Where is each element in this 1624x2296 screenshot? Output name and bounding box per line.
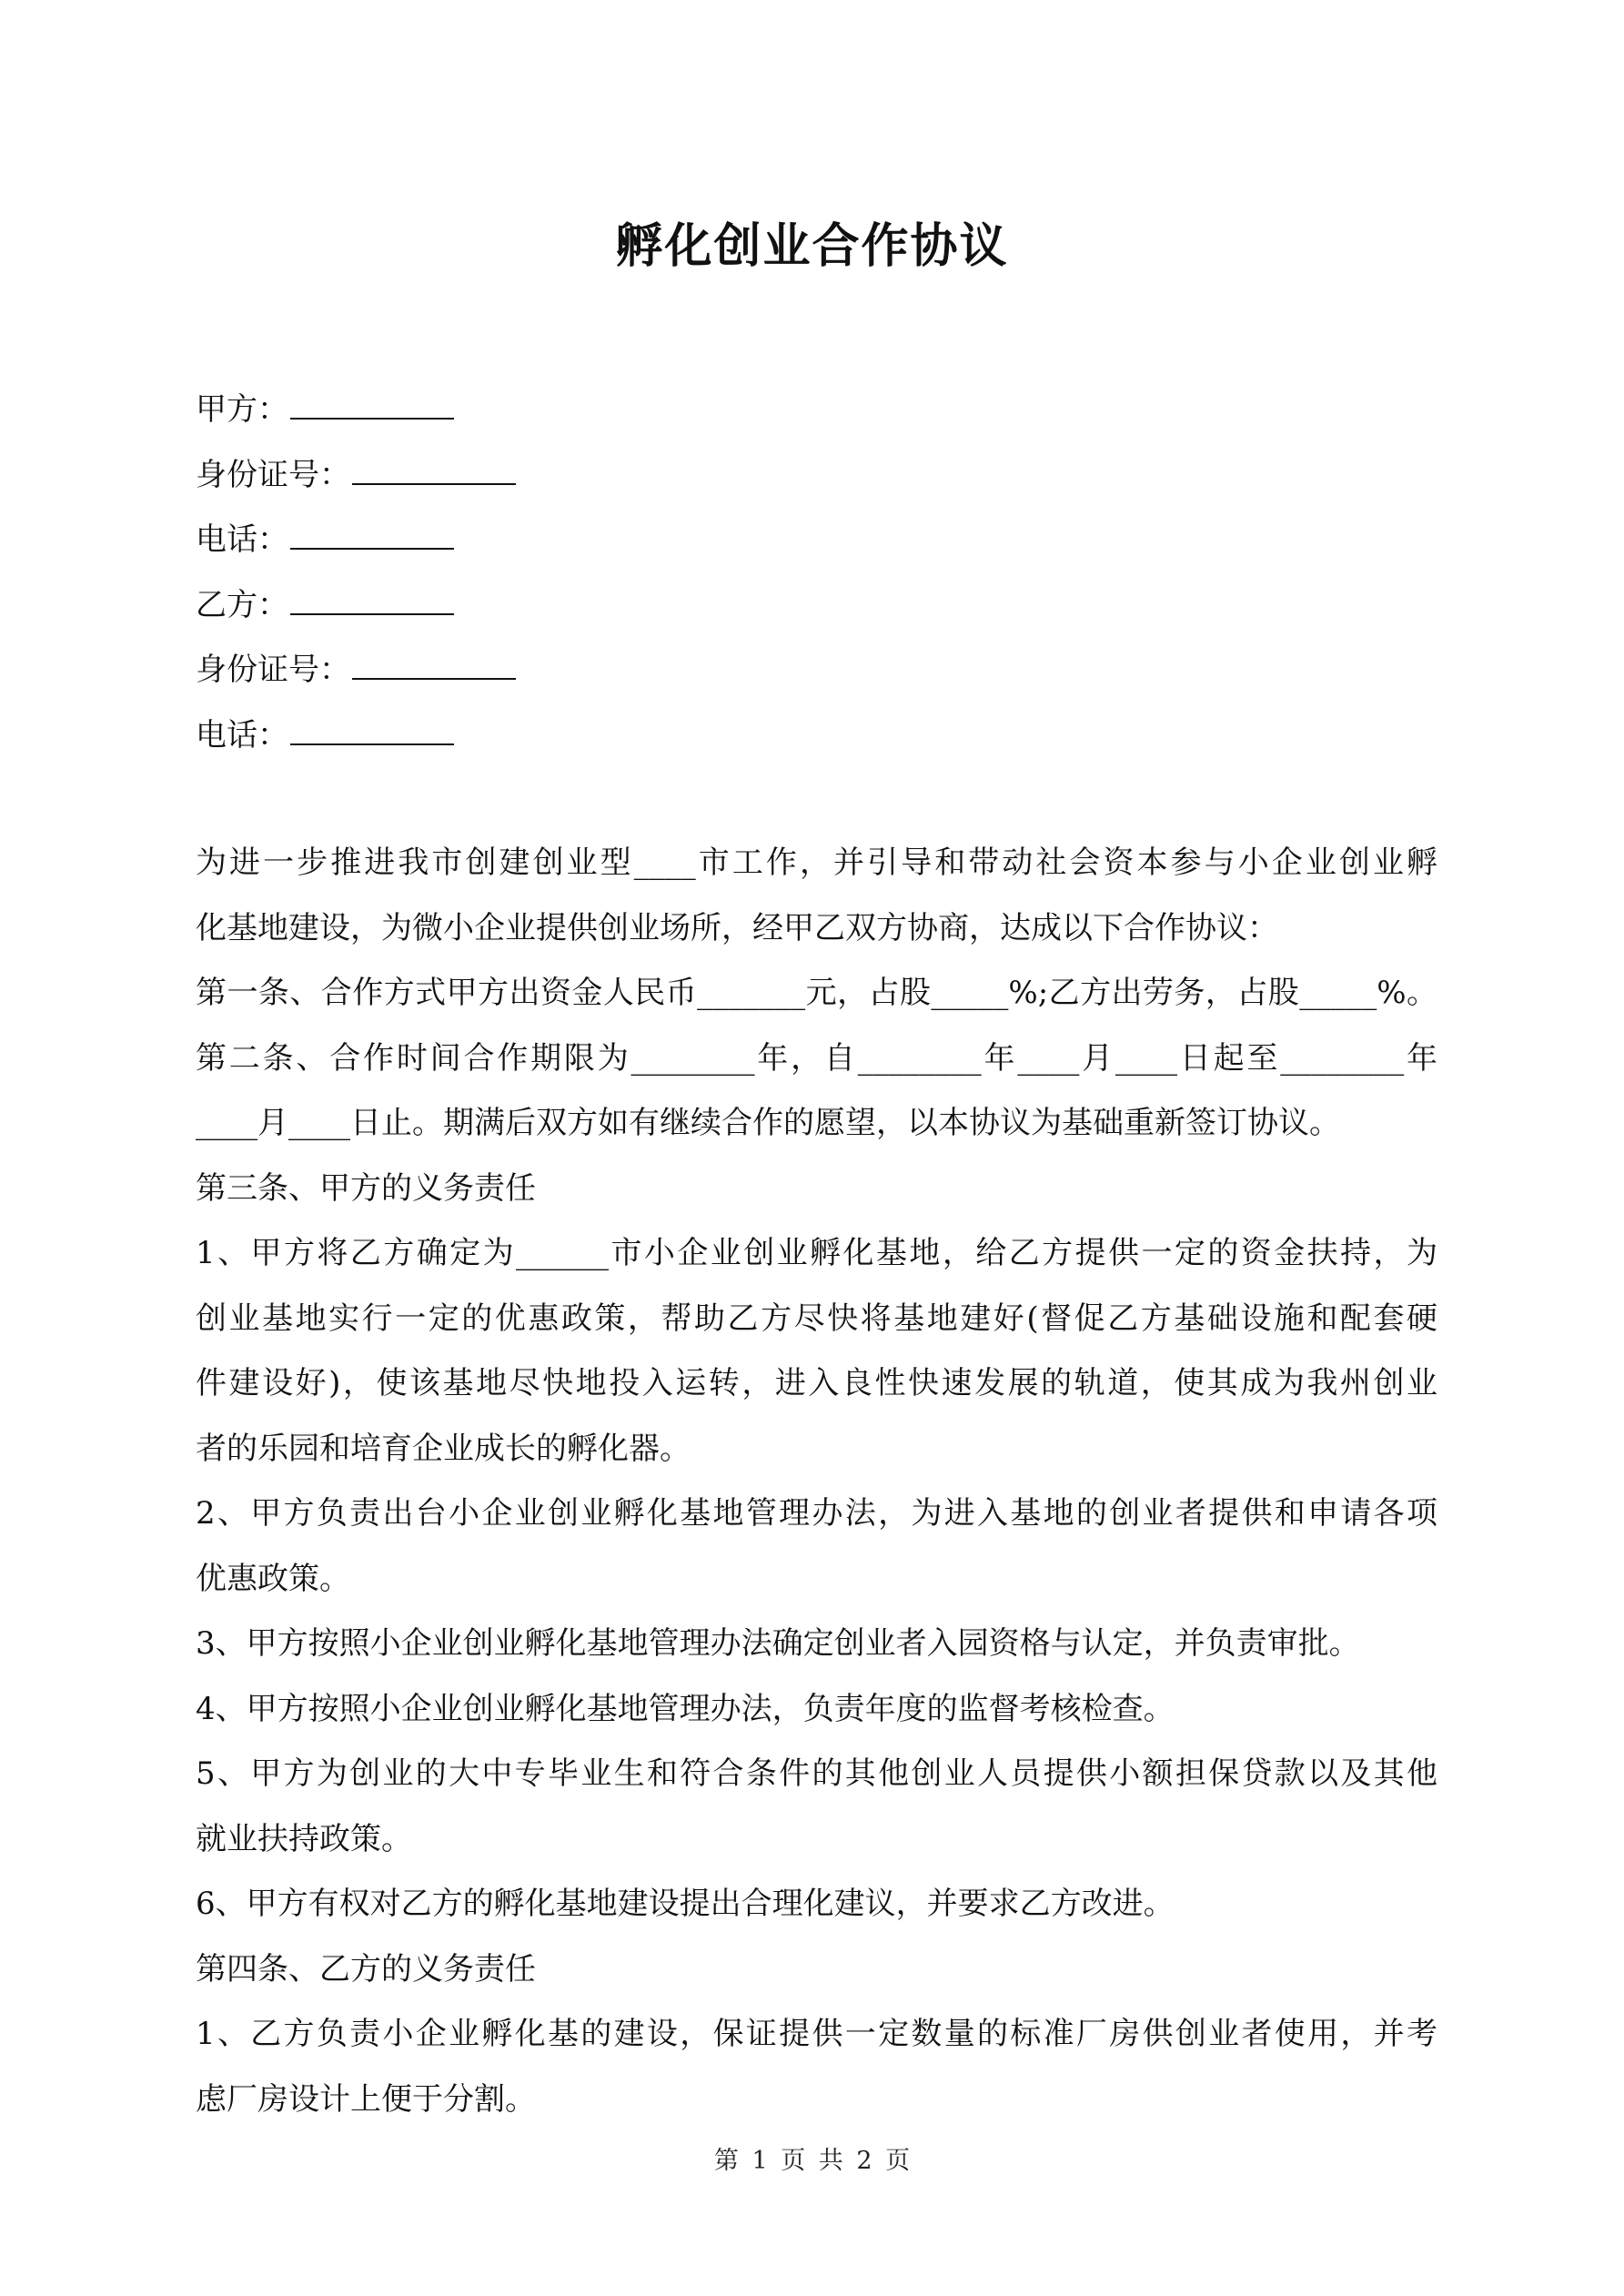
section-heading: 第三条、甲方的义务责任 [196,1169,536,1207]
body-line: 1、甲方将乙方确定为______市小企业创业孵化基地，给乙方提供一定的资金扶持，为 [196,1235,1437,1271]
body-line: 就业扶持政策。 [196,1820,412,1857]
party-a-phone-blank [290,517,454,550]
party-b-phone-line [196,708,1469,774]
party-b-name-line [196,578,1469,643]
body-line: 者的乐园和培育企业成长的孵化器。 [196,1430,691,1467]
body-line: 化基地建设，为微小企业提供创业场所，经甲乙双方协商，达成以下合作协议： [196,909,1278,946]
party-b-label: 乙方： [196,586,288,623]
party-b-phone-label: 电话： [196,716,288,754]
page-number-footer: 第 1 页 共 2 页 [713,2147,911,2175]
party-a-label: 甲方： [196,391,288,428]
party-b-id-line [196,642,1469,708]
body-line: 3、甲方按照小企业创业孵化基地管理办法确定创业者入园资格与认定，并负责审批。 [196,1625,1360,1662]
agreement-body [196,831,1437,2132]
body-line: 第二条、合作时间合作期限为________年，自________年____月____日起至________年 [196,1039,1437,1077]
party-a-id-line [196,448,1469,513]
body-line: 优惠政策。 [196,1560,350,1597]
party-a-phone-line [196,512,1469,578]
body-line: 第一条、合作方式甲方出资金人民币_______元，占股_____%;乙方出劳务，占股_____%。 [196,975,1437,1011]
section-heading: 第四条、乙方的义务责任 [196,1950,536,1988]
party-info-block [196,382,1469,773]
body-line: 1、乙方负责小企业孵化基的建设，保证提供一定数量的标准厂房供创业者使用，并考 [196,2016,1437,2052]
party-b-id-blank [352,647,516,680]
body-line: 件建设好)，使该基地尽快地投入运转，进入良性快速发展的轨道，使其成为我州创业 [196,1365,1437,1401]
body-line: ____月____日止。期满后双方如有继续合作的愿望，以本协议为基础重新签订协议。 [196,1105,1340,1141]
party-a-phone-label: 电话： [196,521,288,558]
party-b-id-label: 身份证号： [196,652,350,688]
document-title: 孵化创业合作协议 [615,219,1009,274]
body-line: 4、甲方按照小企业创业孵化基地管理办法，负责年度的监督考核检查。 [196,1690,1175,1727]
party-a-id-label: 身份证号： [196,456,350,493]
body-line: 创业基地实行一定的优惠政策，帮助乙方尽快将基地建好(督促乙方基础设施和配套硬 [196,1300,1437,1337]
party-b-phone-blank [290,713,454,745]
body-line: 为进一步推进我市创建创业型____市工作，并引导和带动社会资本参与小企业创业孵 [196,845,1437,881]
party-b-blank [290,582,454,615]
body-line: 虑厂房设计上便于分割。 [196,2080,536,2118]
party-a-name-line [196,382,1469,448]
body-line: 5、甲方为创业的大中专毕业生和符合条件的其他创业人员提供小额担保贷款以及其他 [196,1755,1437,1792]
party-a-id-blank [352,452,516,485]
party-a-blank [290,387,454,420]
body-line: 2、甲方负责出台小企业创业孵化基地管理办法，为进入基地的创业者提供和申请各项 [196,1495,1437,1532]
body-line: 6、甲方有权对乙方的孵化基地建设提出合理化建议，并要求乙方改进。 [196,1886,1175,1922]
